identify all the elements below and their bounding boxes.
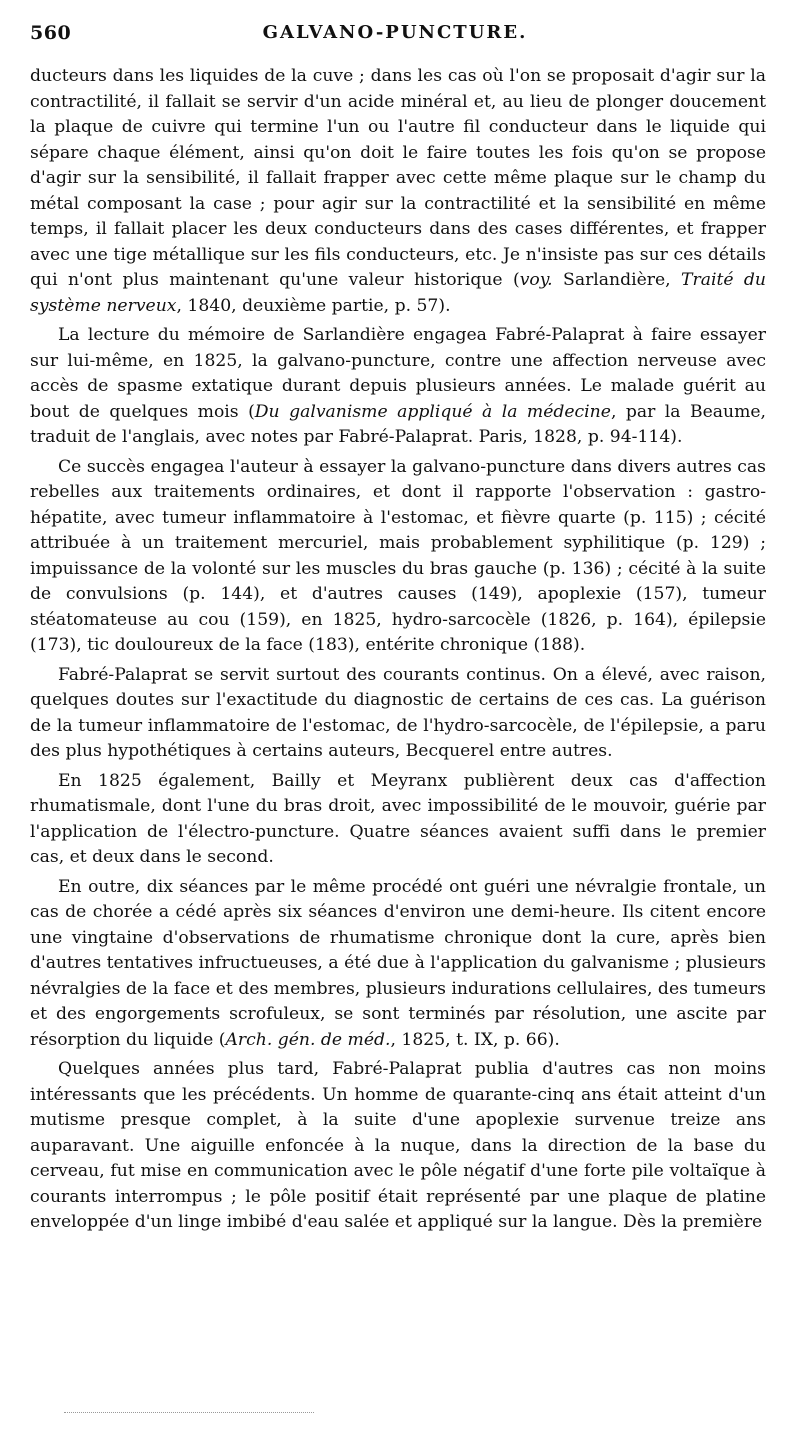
text-segment: ducteurs dans les liquides de la cuve ; dans les cas où l'on se proposait d'agir sur la contractilité, il fallait se servir d'un acide minéral et, au lieu de plonger doucement la plaque de cuivre qui termine l'un ou l'autre fil conducteur dans le liquide qui sépare chaque élément, ainsi qu'on doit le faire toutes les fois qu'on se propose d'agir sur la sensibilité, il fallait frapper avec cette même plaque sur le champ du métal composant la case ; pour agir sur la contractilité et la sensibilité en même temps, il fallait placer les deux conducteurs dans des cases différentes, et frapper avec une tige métallique sur les fils conducteurs, etc. Je n'insiste pas sur ces détails qui n'ont plus maintenant qu'une valeur historique (	[30, 66, 766, 290]
text-segment: Fabré-Palaprat se servit surtout des courants continus. On a élevé, avec raison, quelques doutes sur l'exactitude du diagnostic de certains de ces cas. La guérison de la tumeur inflammatoire de l'estomac, de l'hydro-sarcocèle, de l'épilepsie, a paru des plus hypothétiques à certains auteurs, Becquerel entre autres.	[30, 664, 766, 761]
italic-citation: Arch. gén. de méd.	[225, 1029, 391, 1050]
paragraph	[30, 455, 766, 659]
footer-rule	[64, 1412, 314, 1413]
italic-citation: Traité du système nerveux	[30, 270, 766, 316]
paragraph	[30, 64, 766, 319]
paragraph	[30, 323, 766, 451]
text-segment: La lecture du mémoire de Sarlandière engagea Fabré-Palaprat à faire essayer sur lui-même, en 1825, la galvano-puncture, contre une affection nerveuse avec accès de spasme extatique durant depuis plusieurs années. Le malade guérit au bout de quelques mois (	[30, 325, 766, 422]
page-number: 560	[30, 22, 72, 44]
text-segment: , 1840, deuxième partie, p. 57).	[176, 295, 451, 316]
text-segment: En outre, dix séances par le même procédé ont guéri une névralgie frontale, un cas de chorée a cédé après six séances d'environ une demi-heure. Ils citent encore une vingtaine d'observations de rhumatisme chronique dont la cure, après bien d'autres tentatives infructueuses, a été due à l'application du galvanisme ; plusieurs névralgies de la face et des membres, plusieurs indurations cellulaires, des tumeurs et des engorgements scrofuleux, se sont terminés par résolution, une ascite par résorption du liquide (	[30, 876, 766, 1050]
paragraph	[30, 769, 766, 871]
text-segment: Sarlandière,	[552, 270, 682, 290]
text-segment: , 1825, t. IX, p. 66).	[390, 1029, 560, 1050]
body-text	[30, 64, 766, 1240]
text-segment: , par la Beaume, traduit de l'anglais, avec notes par Fabré-Palaprat. Paris, 1828, p. 94-114).	[30, 401, 767, 447]
text-segment: En 1825 également, Bailly et Meyranx publièrent deux cas d'affection rhumatismale, dont l'une du bras droit, avec impossibilité de le mouvoir, guérie par l'application de l'électro-puncture. Quatre séances avaient suffi dans le premier cas, et deux dans le second.	[30, 770, 766, 867]
running-title: GALVANO-PUNCTURE.	[262, 22, 528, 43]
text-segment: Quelques années plus tard, Fabré-Palaprat publia d'autres cas non moins intéressants que les précédents. Un homme de quarante-cinq ans était atteint d'un mutisme presque complet, à la suite d'une apoplexie survenue treize ans auparavant. Une aiguille enfoncée à la nuque, dans la direction de la base du cerveau, fut mise en communication avec le pôle négatif d'une forte pile voltaïque à courants interrompus ; le pôle positif était représenté par une plaque de platine enveloppée d'un linge imbibé d'eau salée et appliqué sur la langue. Dès la première	[30, 1059, 766, 1232]
paragraph	[30, 875, 766, 1054]
paragraph	[30, 1057, 766, 1236]
text-segment: Ce succès engagea l'auteur à essayer la galvano-puncture dans divers autres cas rebelles aux traitements ordinaires, et dont il rapporte l'observation : gastro-hépatite, avec tumeur inflammatoire à l'estomac, et fièvre quarte (p. 115) ; cécité attribuée à un traitement mercuriel, mais probablement syphilitique (p. 129) ; impuissance de la volonté sur les muscles du bras gauche (p. 136) ; cécité à la suite de convulsions (p. 144), et d'autres causes (149), apoplexie (157), tumeur stéatomateuse au cou (159), en 1825, hydro-sarcocèle (1826, p. 164), épilepsie (173), tic douloureux de la face (183), entérite chronique (188).	[30, 456, 766, 655]
paragraph	[30, 663, 766, 765]
italic-citation: Du galvanisme appliqué à la médecine	[254, 401, 611, 422]
italic-citation: voy.	[519, 270, 553, 290]
page-header	[30, 22, 760, 52]
